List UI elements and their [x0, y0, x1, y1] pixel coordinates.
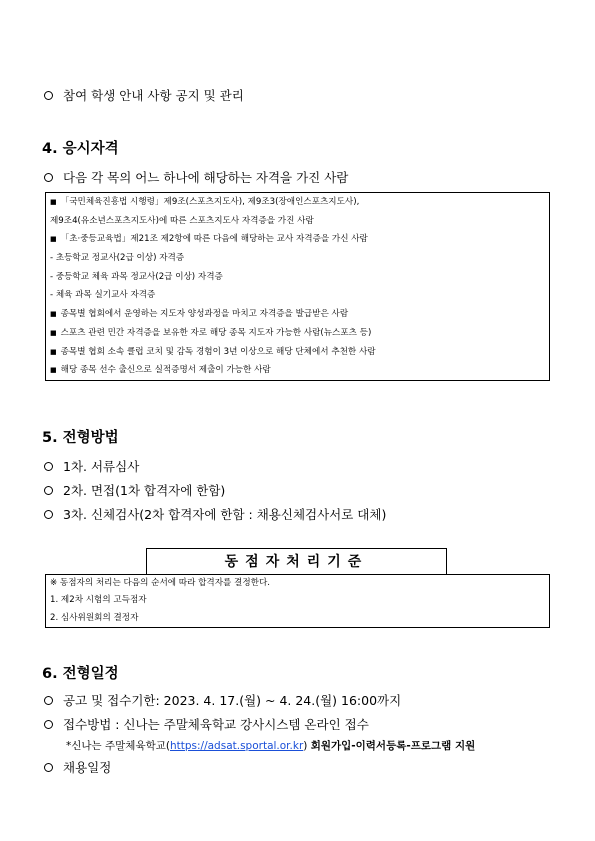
eligibility-line: ■ 스포츠 관련 민간 자격증을 보유한 자로 해당 종목 지도자 가능한 사람(뉴스포츠 등)	[50, 327, 372, 338]
circle-bullet-icon	[44, 486, 53, 495]
list-item-text: 1차. 서류심사	[63, 459, 140, 474]
square-bullet-icon: ■	[50, 347, 57, 356]
list-item	[44, 86, 244, 104]
section-heading-schedule: 6. 전형일정	[42, 666, 119, 682]
square-bullet-icon: ■	[50, 366, 57, 375]
portal-link[interactable]: https://adsat.sportal.or.kr	[169, 740, 304, 752]
square-bullet-icon: ■	[50, 235, 57, 244]
circle-bullet-icon	[44, 462, 53, 471]
list-item	[44, 758, 111, 776]
circle-bullet-icon	[44, 763, 53, 772]
eligibility-line: ■ 종목별 협회 소속 클럽 코치 및 감독 경험이 3년 이상으로 해당 단체에서 추천한 사람	[50, 346, 376, 357]
list-item-text: 3차. 신체검사(2차 합격자에 한함 : 채용신체검사서로 대체)	[63, 507, 387, 522]
tie-rule-line: 1. 제2차 시험의 고득점자	[50, 595, 147, 606]
list-item	[44, 457, 139, 475]
eligibility-line: ■ 「국민체육진흥법 시행령」제9조(스포츠지도사), 제9조3(장애인스포츠지도사),	[50, 197, 360, 207]
list-item	[44, 691, 401, 709]
application-note: *신나는 주말체육학교(https://adsat.sportal.or.kr) 회원가입-이력서등록-프로그램 지원	[66, 740, 476, 752]
list-item-text: 접수방법 : 신나는 주말체육학교 강사시스템 온라인 접수	[63, 717, 369, 732]
tie-rule-line: 2. 심사위원회의 결정자	[50, 612, 139, 623]
circle-bullet-icon	[44, 696, 53, 705]
tie-rule-title: 동점자처리기준	[146, 548, 447, 574]
circle-bullet-icon	[44, 510, 53, 519]
eligibility-box	[45, 192, 550, 381]
list-item-text: 공고 및 접수기한: 2023. 4. 17.(월) ~ 4. 24.(월) 16:00까지	[63, 693, 402, 708]
tie-rule-box	[45, 574, 550, 628]
list-item	[44, 168, 348, 186]
list-item-text: 채용일정	[63, 760, 112, 775]
application-steps: 회원가입-이력서등록-프로그램 지원	[310, 740, 476, 752]
eligibility-line: ■ 종목별 협회에서 운영하는 지도자 양성과정을 마치고 자격증을 발급받은 사람	[50, 309, 349, 320]
section-heading-selection: 5. 전형방법	[42, 430, 119, 446]
square-bullet-icon: ■	[50, 328, 57, 337]
list-item-text: 참여 학생 안내 사항 공지 및 관리	[63, 88, 244, 103]
eligibility-line: 제9조4(유소년스포츠지도사)에 따른 스포츠지도사 자격증을 가진 사람	[50, 215, 314, 226]
circle-bullet-icon	[44, 720, 53, 729]
list-item-text: 2차. 면접(1차 합격자에 한함)	[63, 483, 226, 498]
square-bullet-icon: ■	[50, 198, 57, 206]
list-item	[44, 505, 386, 523]
list-item	[44, 481, 225, 499]
circle-bullet-icon	[44, 173, 53, 182]
circle-bullet-icon	[44, 91, 53, 100]
section-heading-eligibility: 4. 응시자격	[42, 141, 119, 157]
eligibility-line: ■ 해당 종목 선수 출신으로 실적증명서 제출이 가능한 사람	[50, 365, 271, 376]
eligibility-line: - 중등학교 체육 과목 정교사(2급 이상) 자격증	[50, 271, 223, 282]
list-item	[44, 715, 369, 733]
eligibility-line: - 체육 과목 실기교사 자격증	[50, 290, 156, 301]
eligibility-line: ■ 「초·중등교육법」제21조 제2항에 따른 다음에 해당하는 교사 자격증을 가신 사람	[50, 234, 368, 245]
list-item-text: 다음 각 목의 어느 하나에 해당하는 자격을 가진 사람	[63, 170, 349, 185]
square-bullet-icon: ■	[50, 310, 57, 319]
eligibility-line: - 초등학교 정교사(2급 이상) 자격증	[50, 253, 185, 264]
tie-rule-line: ※ 동점자의 처리는 다음의 순서에 따라 합격자를 결정한다.	[50, 578, 270, 588]
